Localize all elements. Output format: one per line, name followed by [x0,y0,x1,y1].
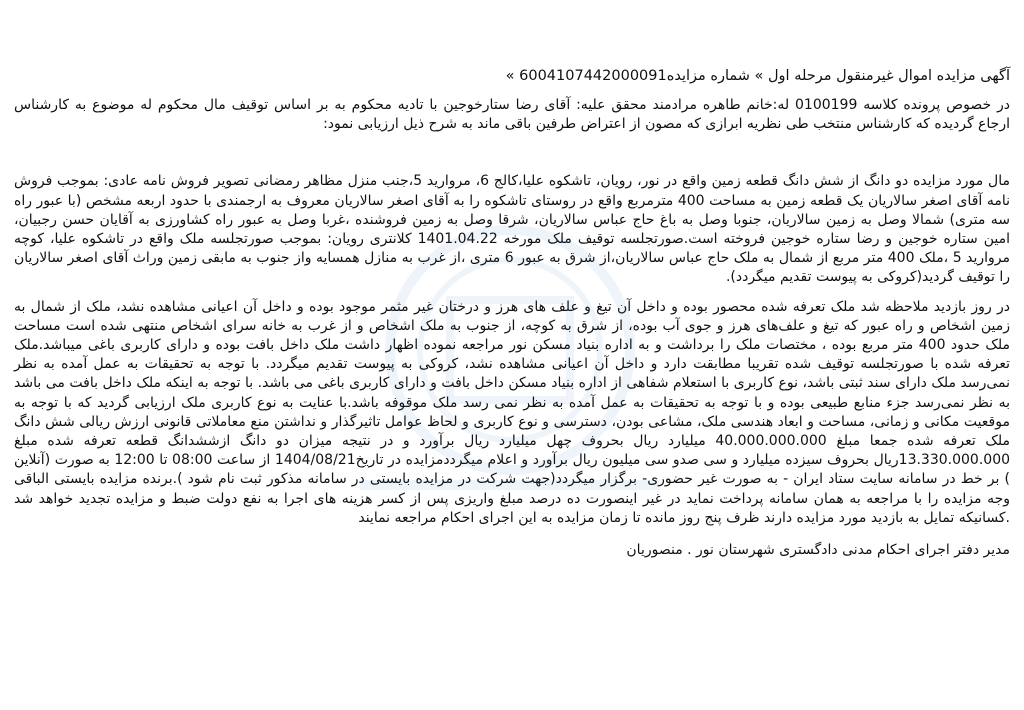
signature-line: مدیر دفتر اجرای احکام مدنی دادگستری شهرستان نور . منصوریان [626,542,1010,559]
property-description-paragraph: مال مورد مزایده دو دانگ از شش دانگ قطعه زمین واقع در نور، رویان، تاشکوه علیا،کالج 6، مروارید 5،جنب منزل مظاهر رمضانی تصویر فروش نامه عادی: بموجب فروش نامه آقای اصغر سالاریان یک قطعه زمین به مساحت 400 مترمربع واقع در روستای تاشکوه را به آقای اصغر سالاریان معروف به ارجمندی با حدود اربعه مشخص (با عبور راه سه متری) شمالا وصل به زمین سالاریان، جنوبا وصل به باغ حاج عباس سالاریان، شرقا وصل به زمین فروشنده ،غربا وصل به عبور راه کشاورزی به آقایان حسن رجبیان، امین ستاره خوجین و رضا ستاره خوجین فروخته است.صورتجلسه توقیف ملک مورخه 1401.04.22 کلانتری رویان: بموجب صورتجلسه ملک واقع در تاشکوه علیا، کوچه مروارید 5 ،ملک 400 متر مربع از شمال به ملک حاج عباس سالاریان،از شرق به عبور 6 متری ،از غرب به منازل همسایه واز جنوب به مابقی زمین وراث آقای اصغر سالاریان را توقیف گردید(کروکی به پیوست تقدیم میگردد). [14,173,1010,286]
notice-title: آگهی مزایده اموال غیرمنقول مرحله اول » شماره مزایده6004107442000091 » [505,68,1010,84]
inspection-paragraph: در روز بازدید ملاحظه شد ملک تعرفه شده محصور بوده و داخل آن تیغ و علف های هرز و درختان غیر مثمر موجود بوده و داخل آن اعیانی مشاهده نشد، ملک از شمال به زمین اشخاص و راه عبور که تیغ و علف‌های هرز و جوی آب بوده، از شرق به کوچه، از جنوب به ملک اشخاص و از غرب به خانه سرای اشخاص منتهی شده است مساحت ملک حدود 400 متر مربع بوده ، مختصات ملک را برداشت و به اداره بنیاد مسکن نور مراجعه نموده اظهار داشت ملک داخل بافت بوده و دارای کاربری باغی میباشد.ملک تعرفه شده با صورتجلسه توقیف شده تقریبا مطابقت دارد و داخل آن اعیانی مشاهده نشد، کروکی به پیوست تقدیم میگردد. با توجه به تحقیقات به عمل آمده به نظر نمی‌رسد ملک دارای سند ثبتی باشد، نوع کاربری با استعلام شفاهی از اداره بنیاد مسکن داخل بافت و دارای کاربری باغی می باشد. با توجه به اینکه ملک داخل بافت می باشد به نظر نمی‌رسد جزء منابع طبیعی بوده و با توجه به تحقیقات به عمل آمده به نظر نمی رسد ملک موقوفه باشد.با عنایت به نوع کاربری ملک ارزیابی گردید که با توجه به موقعیت مکانی و زمانی، مساحت و ابعاد هندسی ملک، مشاعی بودن، دسترسی و نوع کاربری و لحاظ عوامل تاثیرگذار و نداشتن منع معاملاتی قانونی ارزش ریالی شش دانگ ملک تعرفه شده جمعا مبلغ 40.000.000.000 میلیارد ریال بحروف چهل میلیارد ریال برآورد و در نتیجه میزان دو دانگ ازششدانگ قطعه تعرفه شده مبلغ 13.330.000.000ریال بحروف سیزده میلیارد و سی صدو سی میلیون ریال برآورد و اعلام میگرددمزایده در تاریخ1404/08/21 از ساعت 08:00 تا 12:00 به صورت (آنلاین ) بر خط در سامانه سایت ستاد ایران - به صورت غیر حضوری- برگزار میگردد(جهت شرکت در مزایده بایستی در سامانه مذکور ثبت نام شود ).برنده مزایده بایستی الباقی وجه مزایده را با مراجعه به همان سامانه پرداخت نماید در غیر اینصورت ده درصد مبلغ واریزی پس از کسر هزینه های اجرا به نفع دولت ضبط و مزایده تجدید خواهد شد .کسانیکه تمایل به بازدید مورد مزایده دارند ظرف پنج روز مانده تا زمان مزایده به این اجرای احکام مراجعه نمایند [14,298,1011,526]
intro-paragraph: در خصوص پرونده کلاسه 0100199 له:خانم طاهره مرادمند محقق علیه: آقای رضا ستارخوجین با تادیه محکوم به بر اساس توقیف مال محکوم له موضوع به کارشناس ارجاع گردیده که کارشناس منتخب طی نظریه ابرازی که مصون از اعتراض طرفین باقی ماند به شرح ذیل ارزیابی نمود: [14,97,1010,133]
